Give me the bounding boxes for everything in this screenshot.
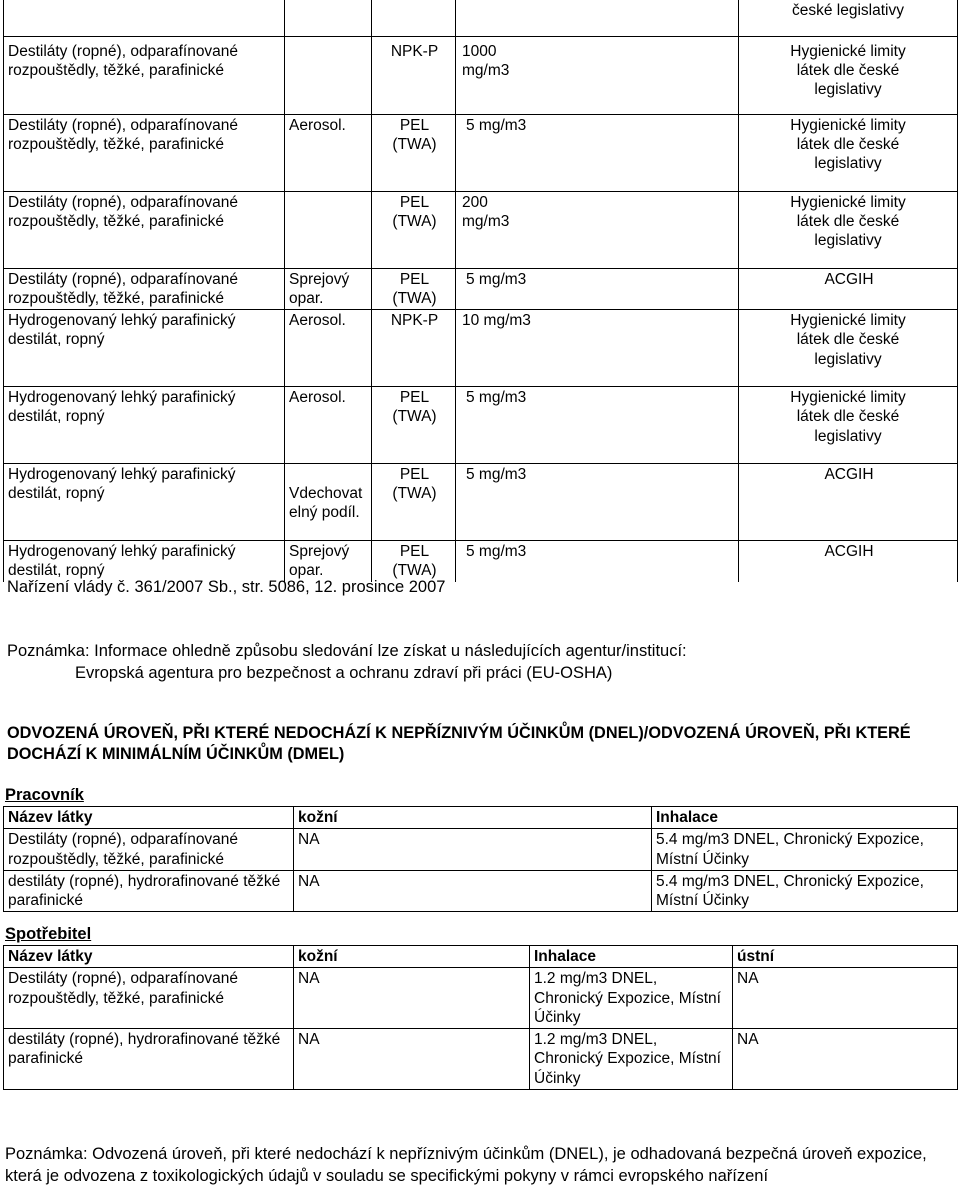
table-header-row [4,807,958,829]
limits-source: Hygienické limity látek dle české legislativy [739,191,958,268]
column-header: Název látky [4,946,294,968]
column-header: kožní [294,946,530,968]
table-cell: NA [294,829,652,871]
column-header: kožní [294,807,652,829]
table-cell: 5.4 mg/m3 DNEL, Chronický Expozice, Místní Účinky [652,829,958,871]
column-header: Inhalace [530,946,733,968]
table-cell: destiláty (ropné), hydrorafinované těžké parafinické [4,1029,294,1090]
worker-dnel-table [3,806,958,912]
column-header: ústní [733,946,958,968]
limits-substance: Destiláty (ropné), odparafínované rozpouštědly, těžké, parafinické [4,36,285,114]
limits-substance: Hydrogenovaný lehký parafinický destilát, ropný [4,464,285,541]
limits-source-cont: české legislativy [739,0,958,36]
limits-source: Hygienické limity látek dle české legislativy [739,310,958,387]
limits-substance: Hydrogenovaný lehký parafinický destilát, ropný [4,310,285,387]
limits-row [4,387,958,464]
limits-form [285,36,372,114]
limits-value: 5 mg/m3 [456,268,739,310]
exposure-limits-table [3,0,958,582]
table-cell: 1.2 mg/m3 DNEL, Chronický Expozice, Místní Účinky [530,1029,733,1090]
limits-value: 5 mg/m3 [456,114,739,191]
limits-source: Hygienické limity látek dle české legislativy [739,387,958,464]
limits-value: 5 mg/m3 [456,387,739,464]
limits-type: PEL (TWA) [372,268,456,310]
limits-type: PEL (TWA) [372,464,456,541]
monitoring-note [7,640,687,684]
limits-substance: Destiláty (ropné), odparafínované rozpouštědly, těžké, parafinické [4,268,285,310]
limits-type: PEL (TWA) [372,387,456,464]
limits-value: 10 mg/m3 [456,310,739,387]
limits-continuation-row [4,0,958,36]
limits-form: Vdechovatelný podíl. [285,464,372,541]
limits-source: Hygienické limity látek dle české legislativy [739,36,958,114]
limits-type: NPK-P [372,36,456,114]
consumer-title: Spotřebitel [5,925,92,943]
limits-value: 5 mg/m3 [456,464,739,541]
limits-type: PEL (TWA) [372,191,456,268]
limits-row [4,191,958,268]
limits-type: NPK-P [372,310,456,387]
table-row [4,829,958,871]
limits-substance: Destiláty (ropné), odparafínované rozpouštědly, těžké, parafinické [4,114,285,191]
limits-source: ACGIH [739,541,958,582]
table-cell: NA [733,1029,958,1090]
limits-substance: Destiláty (ropné), odparafínované rozpouštědly, těžké, parafinické [4,191,285,268]
limits-type: PEL (TWA) [372,114,456,191]
table-row [4,968,958,1029]
limits-form: Sprejový opar. [285,268,372,310]
limits-type: PEL (TWA) [372,541,456,582]
limits-source: Hygienické limity látek dle české legislativy [739,114,958,191]
table-cell: NA [294,1029,530,1090]
limits-source: ACGIH [739,464,958,541]
dnel-note: Poznámka: Odvozená úroveň, při které nedochází k nepříznivým účinkům (DNEL), je odhadovaná bezpečná úroveň expozice, která je odvozena z toxikologických údajů v souladu se specifickými pokyny v rámci evropského nařízení [5,1145,927,1185]
table-cell: NA [294,968,530,1029]
limits-source: ACGIH [739,268,958,310]
limits-row [4,541,958,582]
table-cell: NA [294,870,652,912]
column-header: Název látky [4,807,294,829]
regulation-reference: Nařízení vlády č. 361/2007 Sb., str. 5086, 12. prosince 2007 [7,578,446,596]
section-heading: ODVOZENÁ ÚROVEŇ, PŘI KTERÉ NEDOCHÁZÍ K NEPŘÍZNIVÝM ÚČINKŮM (DNEL)/ODVOZENÁ ÚROVEŇ, PŘI KTERÉ DOCHÁZÍ K MINIMÁLNÍM ÚČINKŮM (DMEL) [7,724,911,763]
limits-row [4,464,958,541]
limits-value: 200 mg/m3 [456,191,739,268]
limits-row [4,268,958,310]
table-cell: destiláty (ropné), hydrorafinované těžké parafinické [4,870,294,912]
column-header: Inhalace [652,807,958,829]
table-row [4,1029,958,1090]
limits-form: Sprejový opar. [285,541,372,582]
table-cell: 1.2 mg/m3 DNEL, Chronický Expozice, Místní Účinky [530,968,733,1029]
table-cell: Destiláty (ropné), odparafínované rozpouštědly, těžké, parafinické [4,968,294,1029]
limits-substance: Hydrogenovaný lehký parafinický destilát, ropný [4,541,285,582]
worker-title: Pracovník [5,786,84,804]
table-header-row [4,946,958,968]
table-row [4,870,958,912]
limits-row [4,310,958,387]
limits-value: 1000 mg/m3 [456,36,739,114]
table-cell: NA [733,968,958,1029]
monitoring-note-line: Poznámka: Informace ohledně způsobu sledování lze získat u následujících agentur/institucí: [7,642,687,660]
limits-substance: Hydrogenovaný lehký parafinický destilát, ropný [4,387,285,464]
agency-name: Evropská agentura pro bezpečnost a ochranu zdraví při práci (EU-OSHA) [75,664,613,682]
consumer-dnel-table [3,945,958,1090]
limits-row [4,114,958,191]
limits-form: Aerosol. [285,114,372,191]
limits-form [285,191,372,268]
limits-form: Aerosol. [285,310,372,387]
limits-value: 5 mg/m3 [456,541,739,582]
table-cell: Destiláty (ropné), odparafínované rozpouštědly, těžké, parafinické [4,829,294,871]
table-cell: 5.4 mg/m3 DNEL, Chronický Expozice, Místní Účinky [652,870,958,912]
limits-form: Aerosol. [285,387,372,464]
limits-row [4,36,958,114]
